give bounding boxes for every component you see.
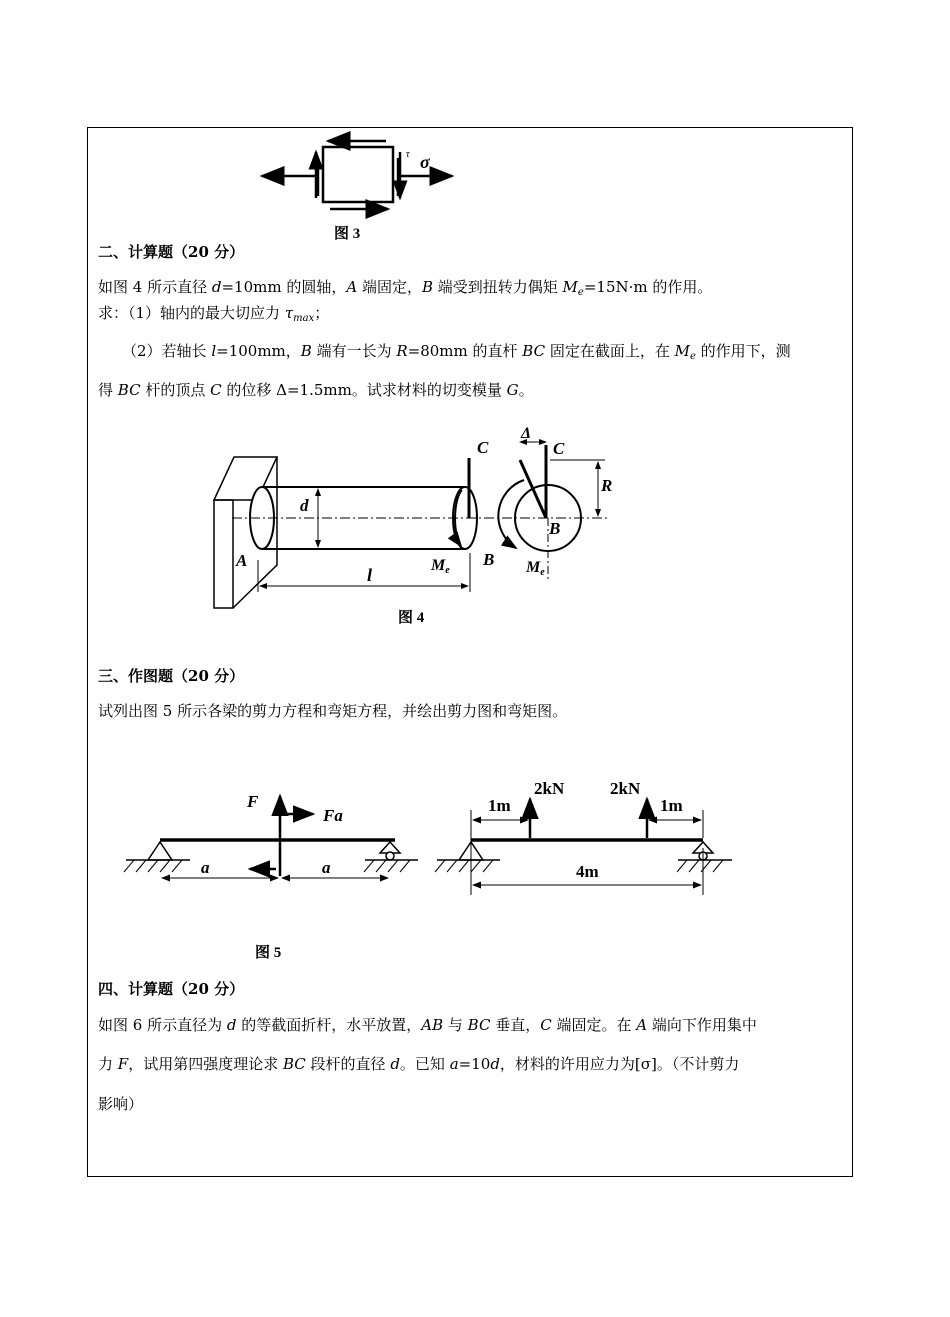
label-f: F [247, 792, 259, 811]
section-4-line-1: 如图 6 所示直径为 d 的等截面折杆，水平放置，AB 与 BC 垂直，C 端固定。在 A 端向下作用集中 [98, 1016, 757, 1034]
label-me2: Me [526, 559, 545, 578]
section-3-heading: 三、作图题（20 分） [98, 667, 245, 685]
tau-label: τ [406, 149, 410, 160]
label-1m-left: 1m [488, 796, 511, 815]
label-a-left: a [201, 858, 210, 877]
label-1m-right: 1m [660, 796, 683, 815]
label-b: B [483, 550, 495, 569]
label-c2: C [553, 439, 565, 458]
label-d: d [300, 496, 309, 515]
sigma-label: σ [420, 152, 430, 172]
label-a-right: a [322, 858, 331, 877]
figure-5-caption: 图 5 [255, 945, 282, 961]
label-me: Me [431, 557, 450, 576]
label-delta: Δ [521, 425, 532, 442]
label-c: C [477, 438, 489, 457]
figure-3-caption: 图 3 [334, 226, 361, 242]
section-4-line-3: 影响） [98, 1095, 144, 1113]
label-2kn-left: 2kN [534, 779, 565, 798]
section-2-line-2: 求：（1）轴内的最大切应力 $\tau_{max}$； [98, 304, 330, 324]
section-3-line-1: 试列出图 5 所示各梁的剪力方程和弯矩方程，并绘出剪力图和弯矩图。 [98, 702, 568, 720]
figure-4-caption: 图 4 [398, 610, 425, 626]
section-2-line-3: （2）若轴长 l=100mm，B 端有一长为 R=80mm 的直杆 BC 固定在截面上，在 $M_e$ 的作用下，测 [122, 342, 791, 362]
section-2-line-4: 得 BC 杆的顶点 C 的位移 Δ=1.5mm。试求材料的切变模量 G。 [98, 381, 534, 399]
label-r: R [601, 476, 613, 495]
label-l: l [367, 565, 373, 585]
label-2kn-right: 2kN [610, 779, 641, 798]
label-a: A [236, 551, 248, 570]
section-2-heading: 二、计算题（20 分） [98, 243, 245, 261]
label-fa: Fa [323, 806, 343, 825]
section-2-line-1: 如图 4 所示直径 d=10mm 的圆轴，A 端固定，B 端受到扭转力偶矩 $M_e=15N\cdot m$ 的作用。 [98, 278, 713, 298]
label-4m: 4m [576, 862, 599, 881]
section-4-line-2: 力 F，试用第四强度理论求 BC 段杆的直径 d。已知 a=10d，材料的许用应力为[σ]。（不计剪力 [98, 1055, 740, 1073]
label-b2: B [549, 519, 561, 538]
section-4-heading: 四、计算题（20 分） [98, 980, 245, 998]
